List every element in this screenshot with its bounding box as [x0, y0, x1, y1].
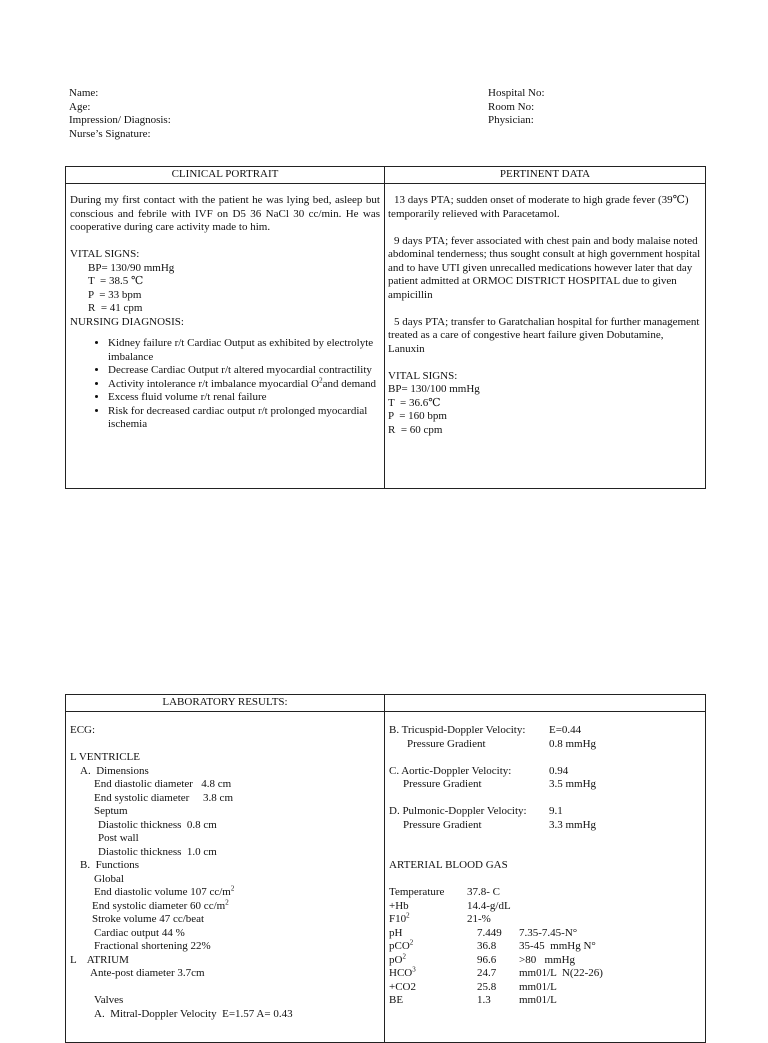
abg-reference: mm01/L [519, 994, 557, 1006]
stroke-volume: Stroke volume 47 cc/beat [92, 913, 205, 925]
lab-left-cell [66, 712, 385, 1043]
ecg-label: ECG: [70, 724, 96, 736]
nursing-diagnosis-list [70, 337, 380, 432]
laboratory-results-header: LABORATORY RESULTS: [66, 695, 385, 712]
vital-pulse: P = 33 bpm [88, 288, 142, 301]
patient-info-right [488, 87, 545, 128]
abg-value: 37.8- C [467, 886, 500, 898]
abg-value: 36.8 [477, 940, 497, 952]
vital-resp-2: R = 60 cpm [388, 423, 443, 436]
abg-reference: 7.35-7.45-N° [519, 926, 578, 939]
end-systolic-diameter-function: End systolic diameter 60 $cc/m^2$ [92, 897, 229, 912]
l-atrium-title: L ATRIUM [70, 953, 129, 966]
end-diastolic-diameter: End diastolic diameter 4.8 cm [94, 778, 232, 790]
abg-name: Temperature [389, 886, 445, 898]
clinical-portrait-header: CLINICAL PORTRAIT [66, 167, 385, 184]
abg-value: 24.7 [477, 967, 497, 979]
abg-reference: mm01/L N(22-26) [519, 967, 603, 979]
pulmonic-row: D. Pulmonic-Doppler Velocity: 9.1 [389, 805, 563, 817]
table-row [389, 994, 701, 1008]
table-row [389, 900, 701, 914]
mitral-doppler: A. Mitral-Doppler Velocity E=1.57 A= 0.43 [94, 1007, 293, 1020]
history-9-days: 9 days PTA; fever associated with chest pain and body malaise noted abdominal tenderness; thus sought consult at high government hospital and to have UTI given unrecalled medications however later that day patient admitted at ORMOC DISTRICT HOSPITAL due to given ampicillin [388, 234, 701, 301]
vital-bp-2: BP= 130/100 mmHg [388, 383, 480, 395]
abg-value: 96.6 [477, 953, 497, 966]
diagnosis-label: Impression/ Diagnosis: [69, 114, 171, 126]
physician-label: Physician: [488, 114, 534, 126]
abg-reference: 35-45 mmHg N° [519, 940, 596, 952]
pertinent-data-header: PERTINENT DATA [385, 167, 706, 184]
valves-label: Valves [94, 994, 124, 1006]
table-row [389, 886, 701, 900]
list-item: • Decrease Cardiac Output r/t altered myocardial contractility [108, 364, 380, 378]
abg-name: HCO$^3$ [389, 965, 416, 979]
abg-value: 25.8 [477, 980, 497, 993]
table-row [389, 951, 701, 968]
end-diastolic-volume: End diastolic volume 107 $cc/m^2$ [94, 884, 235, 898]
pertinent-data-cell [385, 184, 706, 489]
clinical-portrait-cell [66, 184, 385, 489]
name-label: Name: [69, 87, 99, 99]
nurse-signature-label: Nurse’s Signature: [69, 127, 151, 140]
list-item: • Risk for decreased cardiac output r/t prolonged myocardial ischemia [108, 405, 380, 432]
abg-name: $F10^2$ [389, 911, 410, 925]
age-label: Age: [69, 100, 91, 113]
clinical-table [65, 166, 706, 489]
ante-post-diameter: Ante-post diameter 3.7cm [90, 967, 205, 979]
vital-temp: T = 38.5 ℃ [88, 275, 144, 287]
nursing-diagnosis-title: NURSING DIAGNOSIS: [70, 315, 184, 328]
cardiac-output: Cardiac output 44 % [94, 926, 185, 939]
pulmonic-pg-row: Pressure Gradient 3.3 mmHg [403, 818, 597, 831]
list-item: • Kidney failure r/t Cardiac Output as exhibited by electrolyte imbalance [108, 337, 380, 364]
abg-name: pH [389, 926, 403, 939]
post-wall-label: Post wall [98, 832, 139, 844]
abg-name: +Hb [389, 899, 409, 912]
abg-value: 1.3 [477, 994, 491, 1006]
abg-reference: >80 mmHg [519, 953, 576, 966]
table-row [389, 967, 701, 981]
hospital-no-label: Hospital No: [488, 87, 545, 99]
fractional-shortening: Fractional shortening 22% [94, 940, 211, 952]
lab-right-cell [385, 712, 706, 1043]
table-row [389, 981, 701, 995]
end-systolic-diameter: End systolic diameter 3.8 cm [94, 791, 233, 804]
abg-name: $pO^2$ [389, 951, 406, 966]
table-row [389, 927, 701, 941]
abg-table [389, 886, 701, 1008]
l-ventricle-title: L VENTRICLE [70, 751, 140, 763]
abg-value: 7.449 [477, 926, 502, 939]
empty-header [385, 695, 706, 712]
abg-name: +CO2 [389, 980, 416, 993]
tricuspid-pg-row: Pressure Gradient 0.8 mmHg [407, 737, 597, 750]
vital-resp: R = 41 cpm [88, 302, 143, 314]
abg-value: 14.4-g/dL [467, 899, 511, 912]
abg-name: BE [389, 994, 404, 1006]
vital-temp-2: T = 36.6℃ [388, 396, 441, 409]
septum-diastolic-thickness: Diastolic thickness 0.8 cm [98, 818, 217, 831]
aortic-pg-row: Pressure Gradient 3.5 mmHg [403, 778, 597, 790]
abg-title: ARTERIAL BLOOD GAS [389, 859, 508, 871]
tricuspid-row: B. Tricuspid-Doppler Velocity: E=0.44 [389, 724, 582, 736]
list-item: • Excess fluid volume r/t renal failure [108, 391, 380, 405]
aortic-row: C. Aortic-Doppler Velocity: 0.94 [389, 764, 569, 777]
list-item: • Activity intolerance r/t imbalance myocardial $O^2and$ demand [108, 378, 380, 392]
vital-pulse-2: P = 160 bpm [388, 410, 447, 422]
history-5-days: 5 days PTA; transfer to Garatchalian hospital for further management treated as a care of congestive heart failure given Dobutamine, Lanuxin [388, 315, 700, 355]
vital-signs-title-2: VITAL SIGNS: [388, 369, 458, 382]
room-no-label: Room No: [488, 100, 535, 113]
history-13-days: 13 days PTA; sudden onset of moderate to high grade fever (39℃) temporarily relieved with Paracetamol. [388, 194, 689, 220]
laboratory-table [65, 694, 706, 1043]
dimensions-title: A. Dimensions [80, 764, 149, 777]
vital-signs-title: VITAL SIGNS: [70, 248, 140, 260]
table-row [389, 940, 701, 954]
vital-bp: BP= 130/90 mmHg [88, 261, 175, 274]
septum-label: Septum [94, 805, 128, 817]
post-wall-diastolic-thickness: Diastolic thickness 1.0 cm [98, 845, 217, 858]
functions-title: B. Functions [80, 859, 139, 871]
abg-value: 21-% [467, 913, 491, 925]
global-label: Global [94, 872, 124, 885]
abg-reference: mm01/L [519, 980, 557, 993]
abg-name: pCO$^2$ [389, 938, 414, 952]
portrait-text: During my first contact with the patient he was lying bed, asleep but conscious and febrile with IVF on D5 36 NaCl 30 cc/min. He was cooperative during care activity made to him. [70, 194, 380, 233]
patient-info-left [69, 87, 171, 141]
table-row [389, 913, 701, 927]
